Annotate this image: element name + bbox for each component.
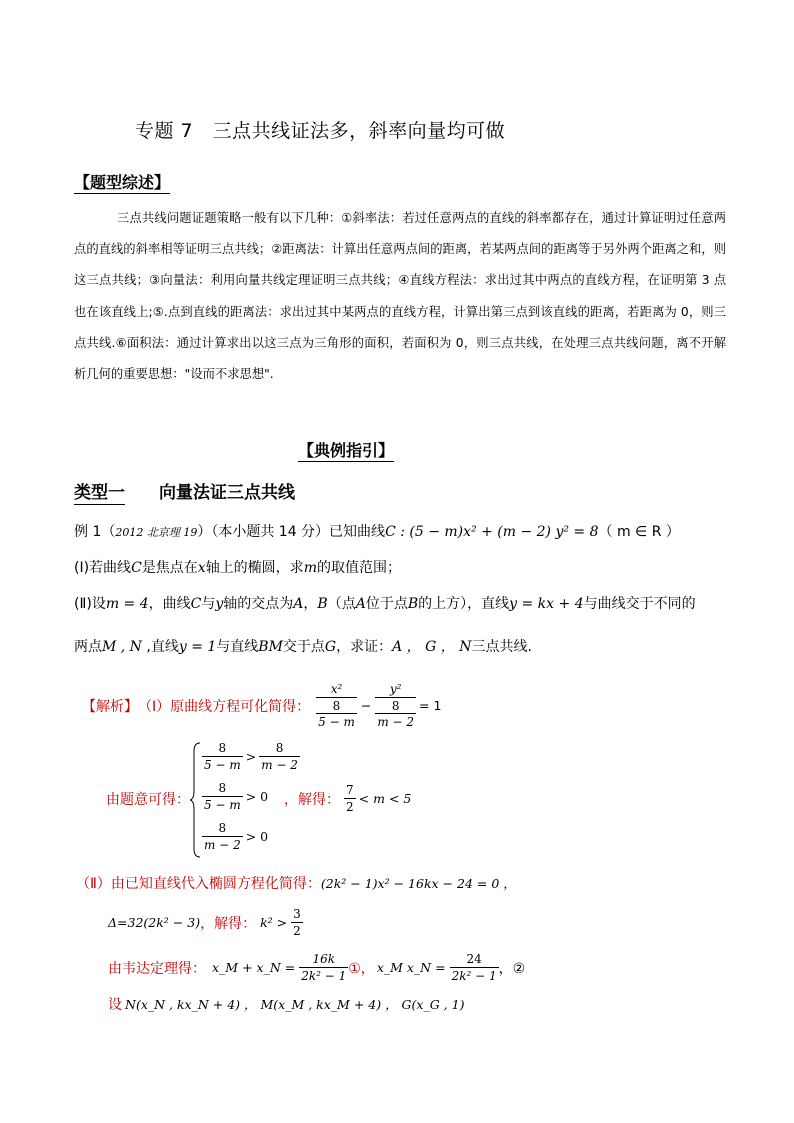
examples-heading-text: 【典例指引】 [298, 441, 395, 460]
example-meta: ）（本小题共 14 分）已知曲线 [197, 524, 386, 540]
solution-p1-text: （Ⅰ）原曲线方程可化简得： [138, 698, 311, 715]
example-1-part-1: (Ⅰ)若曲线C是焦点在x轴上的椭圆，求m的取值范围； [74, 560, 401, 576]
example-source: 2012 北京理 19 [115, 526, 198, 539]
overview-heading-text: 【题型综述】 [74, 173, 171, 192]
system-brace [190, 741, 202, 859]
example-1-statement [74, 521, 680, 541]
example-prefix: 例 1（ [74, 524, 116, 540]
examples-heading [298, 438, 394, 461]
page-title: 专题 7 三点共线证法多，斜率向量均可做 [135, 120, 506, 142]
overview-paragraph [74, 203, 726, 390]
example-1-part-2: (Ⅱ)设m = 4，曲线C与y轴的交点为A，B（点A位于点B的上方），直线y = kx + 4与曲线交于不同的 [74, 596, 696, 612]
vieta-line: 由韦达定理得： x_M + x_N = $\frac{16k}{\text{2k² − 1}}$ ①， x_M x_N = $\frac{24}{\text{2k² − 1}}$ ，② [108, 952, 526, 983]
overview-text: 三点共线问题证题策略一般有以下几种：①斜率法：若过任意两点的直线的斜率都存在，通过计算证明过任意两点的直线的斜率相等证明三点共线；②距离法：计算出任意两点间的距离，若某两点间的距离等于另外两个距离之和，则这三点共线；③向量法：利用向量共线定理证明三点共线；④直线方程法：求出过其中两点的直线方程，在证明第 3 点也在该直线上;⑤.点到直线的距离法：求出过其中某两点的直线方程，计算出第三点到该直线的距离，若距离为 0，则三点共线.⑥面积法：通过计算求出以这三点为三角形的面积，若面积为 0，则三点共线，在处理三点共线问题，离不开解析几何的重要思想："设而不求思想". [74, 211, 726, 382]
delta-line: Δ=32(2k² − 3) ，解得： k² > $\frac{3}{2}$ [108, 907, 301, 938]
system-solution: ，解得： $\frac{7}{2}$ < m < 5 [284, 783, 412, 814]
vieta-label: 由韦达定理得： [108, 960, 206, 977]
type-heading [74, 478, 295, 503]
curve-equation: C : (5 − m)x² + (m − 2) y² = 8 [385, 524, 599, 540]
system-row-1: $\frac{8}{5 - m}$ > $\frac{8}{m - 2}$ [204, 741, 298, 772]
delta-expression: Δ=32(2k² − 3) [108, 915, 201, 930]
eq1-frac-1: x² 8 5 − m [318, 682, 355, 729]
condition-label: 由题意可得： [106, 792, 190, 808]
overview-heading [74, 170, 170, 193]
example-1-part-2-cont: 两点M , N ,直线y = 1与直线BM交于点G，求证：A ， G ， N三点共线. [74, 639, 532, 655]
solution-p2-equation: (2k² − 1)x² − 16kx − 24 = 0 ， [320, 876, 516, 891]
system-row-3: $\frac{8}{m - 2}$ > 0 [204, 821, 269, 852]
solution-tag: 【解析】 [82, 698, 138, 715]
set-label: 设 [108, 997, 122, 1013]
solution-p2-text: （Ⅱ）由已知直线代入椭圆方程化简得： [76, 876, 321, 892]
system-row-2: $\frac{8}{5 - m}$ > 0 [204, 781, 269, 812]
curve-condition: （ m ∈ R ） [598, 524, 680, 540]
type-label: 类型一 [74, 483, 125, 503]
solution-part-2 [76, 873, 516, 893]
type-topic: 向量法证三点共线 [159, 483, 295, 503]
inequality-system [106, 741, 436, 859]
solution-part-1: 【解析】 （Ⅰ）原曲线方程可化简得： x² 8 5 − m − y² 8 m − 2 = 1 [82, 682, 442, 729]
set-points-line [108, 994, 464, 1014]
set-points: N(x_N , kx_N + 4) ， M(x_M , kx_M + 4) ， G(x_G , 1) [125, 997, 465, 1012]
eq1-frac-2: y² 8 m − 2 [377, 682, 415, 729]
